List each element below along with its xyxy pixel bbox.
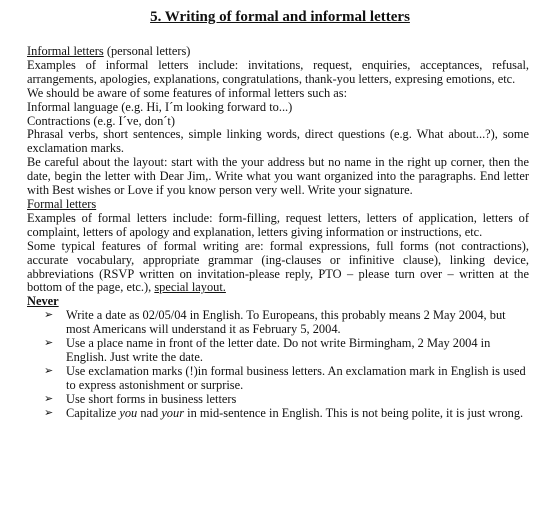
informal-heading: Informal letters [27,44,104,58]
rest-text: in mid-sentence in English. This is not being polite, it is just wrong. [184,405,524,420]
informal-examples: Examples of informal letters include: invitations, request, enquiries, acceptances, refusal, arrangements, apologies, explanations, congratulations, thank-you letters, expresing emotions, etc. [27,57,529,86]
connector-text: nad [137,405,162,420]
list-item [27,337,529,365]
arrowhead-icon: ➢ [44,406,54,419]
informal-phrasal: Phrasal verbs, short sentences, simple linking words, direct questions (e.g. What about...?), some exclamation marks. [27,127,529,156]
list-item-text: Use a place name in front of the letter date. Do not write Birmingham, 2 May 2004 in English. Just write the date. [66,336,491,364]
informal-heading-suffix: (personal letters) [103,44,191,58]
emphasis-you: you [119,405,138,420]
informal-contractions: Contractions (e.g. I´ve, don´t) [27,113,175,128]
never-heading: Never [27,294,59,309]
list-item [27,407,529,421]
list-item-text: Use exclamation marks (!)in formal business letters. An exclamation mark in English is used to express astonishment or surprise. [66,363,526,392]
arrowhead-icon: ➢ [44,364,54,377]
never-list [27,309,529,420]
formal-features-text: Some typical features of formal writing are: formal expressions, full forms (not contractions), accurate vocabulary, appropriate grammar (ing-clauses or infinitive clause), linking device, abbreviations (RSVP written on invitation-please reply, PTO – please turn over – written at the bottom of the page, etc.), [27,238,529,295]
capitalize-text: Capitalize [66,405,120,420]
list-item [27,393,529,407]
informal-aware: We should be aware of some features of informal letters such as: [27,85,348,100]
list-item [27,365,529,393]
formal-special-layout: special layout. [154,280,226,295]
formal-examples: Examples of formal letters include: form-filling, request letters, letters of application, letters of complaint, letters of apology and explanation, letters giving information or instructions, etc. [27,210,529,239]
list-item-text [66,407,529,421]
informal-language: Informal language (e.g. Hi, I´m looking forward to...) [27,99,293,114]
arrowhead-icon: ➢ [44,392,54,405]
list-item-text: Write a date as 02/05/04 in English. To Europeans, this probably means 2 May 2004, but most Americans will understand it as February 5, 2004. [66,308,506,337]
arrowhead-icon: ➢ [44,309,54,322]
informal-layout: Be careful about the layout: start with the your address but no name in the right up corner, then the date, begin the letter with Dear Jim,. Write what you want organized into the paragraphs. End letter with Best wishes or Love if you know person very well. Write your signature. [27,155,529,198]
formal-features [27,240,529,296]
list-item-text: Use short forms in business letters [66,391,237,406]
informal-heading-line [27,45,529,59]
page-title: 5. Writing of formal and informal letters [150,9,410,25]
emphasis-your: your [161,405,185,420]
arrowhead-icon: ➢ [44,337,54,350]
list-item [27,309,529,337]
formal-heading: Formal letters [27,196,97,211]
